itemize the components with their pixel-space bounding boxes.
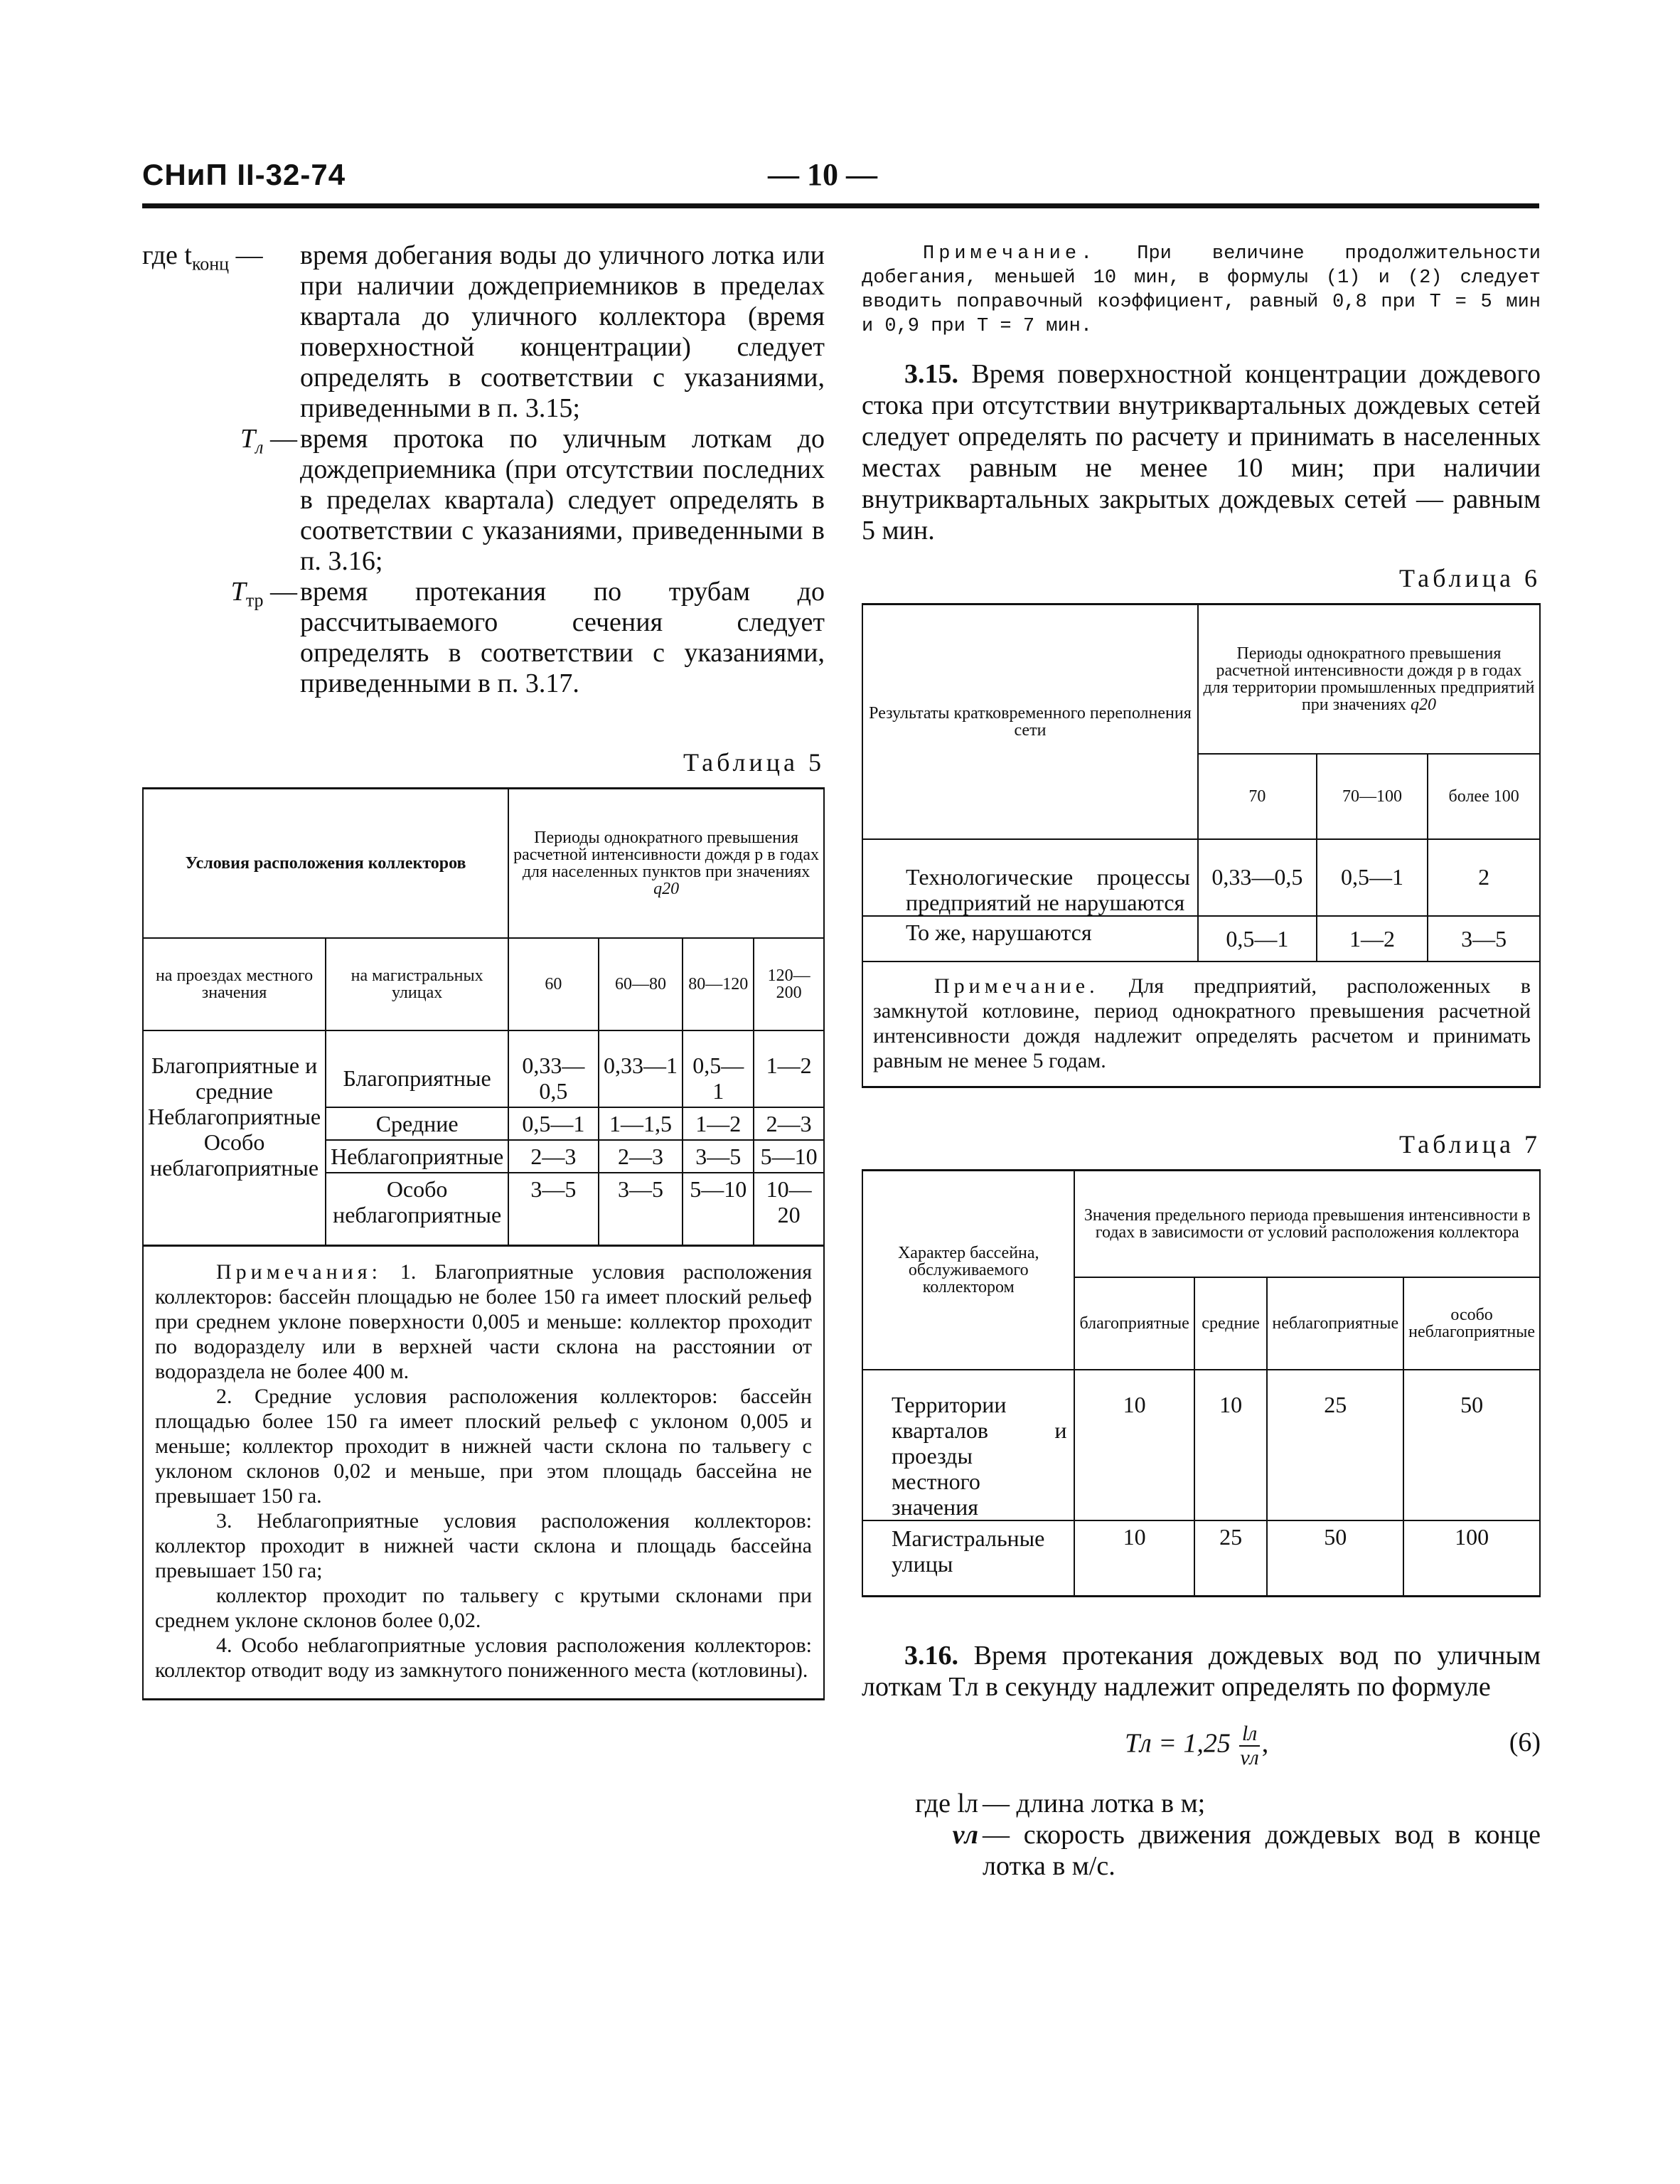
definition-item: $T_л$ — время протока по уличным лоткам до дождеприемника (при отсутствии последних в пределах квартала) следует определять в соответствии с указаниями, приведенными в п. 3.16; [240, 424, 825, 576]
table-cell: 0,5—1 [1198, 916, 1317, 962]
paragraph-text: Время протекания дождевых вод по уличным лоткам Tл в секунду надлежит определять по формуле [862, 1641, 1541, 1702]
note-text: При величине продолжительности добегания, меньшей 10 мин, в формулы (1) и (2) следует вводить поправочный коэффициент, равный 0,8 при T = 5 мин и 0,9 при T = 7 мин. [862, 243, 1541, 337]
definition-text: время протекания по трубам до рассчитываемого сечения следует определять в соответствии с указаниями, приведенными в п. 3.17. [300, 577, 825, 698]
table7-header-basin: Характер бассейна, обслуживаемого коллектором [862, 1171, 1074, 1370]
table-cell: 25 [1194, 1520, 1268, 1597]
definition-item: где $t_{конц}$ — время добегания воды до уличного лотка или при наличии дождеприемников в пределах квартала до уличного коллектора (время поверхностной концентрации) следует определять в соответствии с указаниями, приведенными в п. 3.15; [142, 240, 825, 423]
table-cell: 3—5 [599, 1173, 683, 1246]
table-cell: 10 [1194, 1370, 1268, 1520]
note-text: Для предприятий, расположенных в замкнутой котловине, период однократного превышения расчетной интенсивности дождя надлежит определять расчетом и принимать равным не менее 5 годам. [873, 974, 1531, 1072]
table-cell: 1—2 [683, 1107, 754, 1140]
table6-row-label: То же, нарушаются [862, 916, 1198, 962]
table-cell: 0,5—1 [1317, 839, 1428, 916]
table-cell: 25 [1267, 1370, 1403, 1520]
table5-row-label: Благоприятные [326, 1030, 508, 1107]
table5-header-conditions: Условия расположения коллекторов [143, 789, 508, 939]
document-code: СНиП II-32-74 [142, 158, 346, 191]
definition-text: — скорость движения дождевых вод в конце лотка в м/с. [983, 1820, 1541, 1881]
table-cell: 10—20 [754, 1173, 824, 1246]
table6-col-header: более 100 [1428, 754, 1540, 839]
table7-col-header: особо неблагоприятные [1403, 1277, 1540, 1370]
notes-label: Примечания: [216, 1260, 382, 1284]
table5-notes [142, 1247, 825, 1700]
table-cell: 0,33—0,5 [1198, 839, 1317, 916]
table-cell: 5—10 [754, 1140, 824, 1173]
table-cell: 10 [1074, 1370, 1194, 1520]
table7-row-label: Территории кварталов и проезды местного значения [862, 1370, 1074, 1520]
paragraph-3-16 [862, 1640, 1541, 1703]
table-cell: 50 [1267, 1520, 1403, 1597]
table6-header-periods: Периоды однократного превышения расчетной интенсивности дождя p в годах для территории промышленных предприятий при значениях q20 [1198, 604, 1540, 755]
formula-numerator: lл [1239, 1722, 1260, 1747]
note-label: Примечание. [923, 243, 1097, 265]
table-cell: 5—10 [683, 1173, 754, 1246]
table5-col-header: 80—120 [683, 938, 754, 1030]
paragraph-3-15 [862, 358, 1541, 546]
note-item: 3. Неблагоприятные условия расположения коллекторов: коллектор проходит в нижней части склона и площадь бассейна превышает 150 га; [155, 1509, 812, 1582]
table6-caption: Таблица 6 [1399, 564, 1541, 592]
note-label: Примечание. [934, 974, 1099, 998]
formula-denominator: vл [1240, 1746, 1259, 1769]
table7-col-header: благоприятные [1074, 1277, 1194, 1370]
table5-col-header: 60—80 [599, 938, 683, 1030]
table5-row-label: Особо неблагоприятные [326, 1173, 508, 1246]
right-column [862, 242, 1541, 1882]
table-cell: 1—1,5 [599, 1107, 683, 1140]
table5-row-label: Неблагоприятные [326, 1140, 508, 1173]
table7-col-header: неблагоприятные [1267, 1277, 1403, 1370]
note-item: коллектор проходит по тальвегу с крутыми склонами при среднем уклоне склонов более 0,02. [155, 1584, 812, 1632]
table6-note [862, 962, 1541, 1088]
definition-symbol: T [230, 577, 246, 607]
definition-symbol: vл [952, 1820, 978, 1850]
formula-definitions [862, 1788, 1541, 1882]
table5-row-label: Средние [326, 1107, 508, 1140]
table-cell: 0,5—1 [683, 1030, 754, 1107]
table7-row-label: Магистральные улицы [862, 1520, 1074, 1597]
table-cell: 0,33—0,5 [508, 1030, 598, 1107]
table-cell: 3—5 [1428, 916, 1540, 962]
definition-text: время добегания воды до уличного лотка или при наличии дождеприемников в пределах квартала до уличного коллектора (время поверхностной концентрации) следует определять в соответствии с указаниями, приведенными в п. 3.15; [300, 240, 825, 423]
table5-col-header: 120—200 [754, 938, 824, 1030]
paragraph-number: 3.16. [904, 1641, 958, 1671]
table-cell: 2—3 [508, 1140, 598, 1173]
definition-text: время протока по уличным лоткам до дождеприемника (при отсутствии последних в пределах квартала) следует определять в соответствии с указаниями, приведенными в п. 3.16; [300, 424, 825, 576]
time-definitions [142, 240, 825, 699]
paragraph-text: Время поверхностной концентрации дождевого стока при отсутствии внутриквартальных дождевых сетей следует определять по расчету и принимать в населенных местах равным не менее 10 мин; при наличии внутриквартальных закрытых дождевых сетей — равным 5 мин. [862, 359, 1541, 545]
table6-row-label: Технологические процессы предприятий не нарушаются [862, 839, 1198, 916]
table5 [142, 787, 825, 1247]
table7-header-values: Значения предельного периода превышения интенсивности в годах в зависимости от условий расположения коллектора [1074, 1171, 1540, 1278]
table5-caption: Таблица 5 [683, 748, 825, 777]
formula-note [862, 242, 1541, 339]
table-cell: 2 [1428, 839, 1540, 916]
table7-caption: Таблица 7 [1399, 1130, 1541, 1158]
definition-text: — длина лотка в м; [983, 1789, 1206, 1818]
definition-symbol: T [240, 424, 256, 454]
table-cell: 2—3 [599, 1140, 683, 1173]
table-cell: 50 [1403, 1370, 1540, 1520]
note-item: 4. Особо неблагоприятные условия расположения коллекторов: коллектор отводит воду из замкнутого пониженного места (котловины). [155, 1634, 812, 1682]
table-cell: 3—5 [508, 1173, 598, 1246]
formula-fraction [1237, 1722, 1261, 1769]
table-cell: 0,5—1 [508, 1107, 598, 1140]
formula-number: (6) [1509, 1727, 1541, 1757]
table-cell: 0,33—1 [599, 1030, 683, 1107]
table5-left-group: Благоприятные и средние Неблагоприятные Особо неблагоприятные [143, 1030, 326, 1246]
table-cell: 1—2 [754, 1030, 824, 1107]
table5-header-main: на магистральных улицах [326, 938, 508, 1030]
table6-header-result: Результаты кратковременного переполнения сети [862, 604, 1198, 840]
table7 [862, 1169, 1541, 1597]
paragraph-number: 3.15. [904, 359, 958, 389]
note-item: 1. Благоприятные условия расположения коллекторов: бассейн площадью не более 150 га имеет плоский рельеф при среднем уклоне поверхности 0,005 и меньше: коллектор проходит по водоразделу или в верхней части склона на расстоянии от водораздела не более 400 м. [155, 1260, 813, 1383]
table6-col-header: 70—100 [1317, 754, 1428, 839]
table6-col-header: 70 [1198, 754, 1317, 839]
definition-item [862, 1819, 1541, 1882]
page-number: — 10 — [768, 157, 877, 192]
table-cell: 10 [1074, 1520, 1194, 1597]
formula-6: Tл = 1,25 $\frac{lл}{vл}$ , (6) [1125, 1722, 1541, 1769]
definition-item: $T_{тр}$ — время протекания по трубам до рассчитываемого сечения следует определять в соответствии с указаниями, приведенными в п. 3.17. [230, 577, 825, 698]
table-cell: 1—2 [1317, 916, 1428, 962]
table-cell: 3—5 [683, 1140, 754, 1173]
definition-item [862, 1788, 1541, 1819]
table-cell: 2—3 [754, 1107, 824, 1140]
table6 [862, 603, 1541, 962]
note-item: 2. Средние условия расположения коллекторов: бассейн площадью более 150 га имеет плоский рельеф с уклоном 0,005 и меньше; коллектор проходит в нижней части склона по тальвегу с уклоном склонов 0,02 и меньше, при этом площадь бассейна не превышает 150 га. [155, 1385, 812, 1508]
header-rule [142, 203, 1539, 208]
table5-header-periods: Периоды однократного превышения расчетной интенсивности дождя p в годах для населенных пунктов при значениях q20 [508, 789, 824, 939]
table7-col-header: средние [1194, 1277, 1268, 1370]
definition-symbol: где lл [915, 1789, 978, 1818]
formula-lhs: Tл = 1,25 [1125, 1728, 1231, 1759]
table5-header-local: на проездах местного значения [143, 938, 326, 1030]
definition-symbol: где t [142, 240, 192, 270]
table-cell: 100 [1403, 1520, 1540, 1597]
table5-col-header: 60 [508, 938, 598, 1030]
left-column [142, 240, 825, 1700]
